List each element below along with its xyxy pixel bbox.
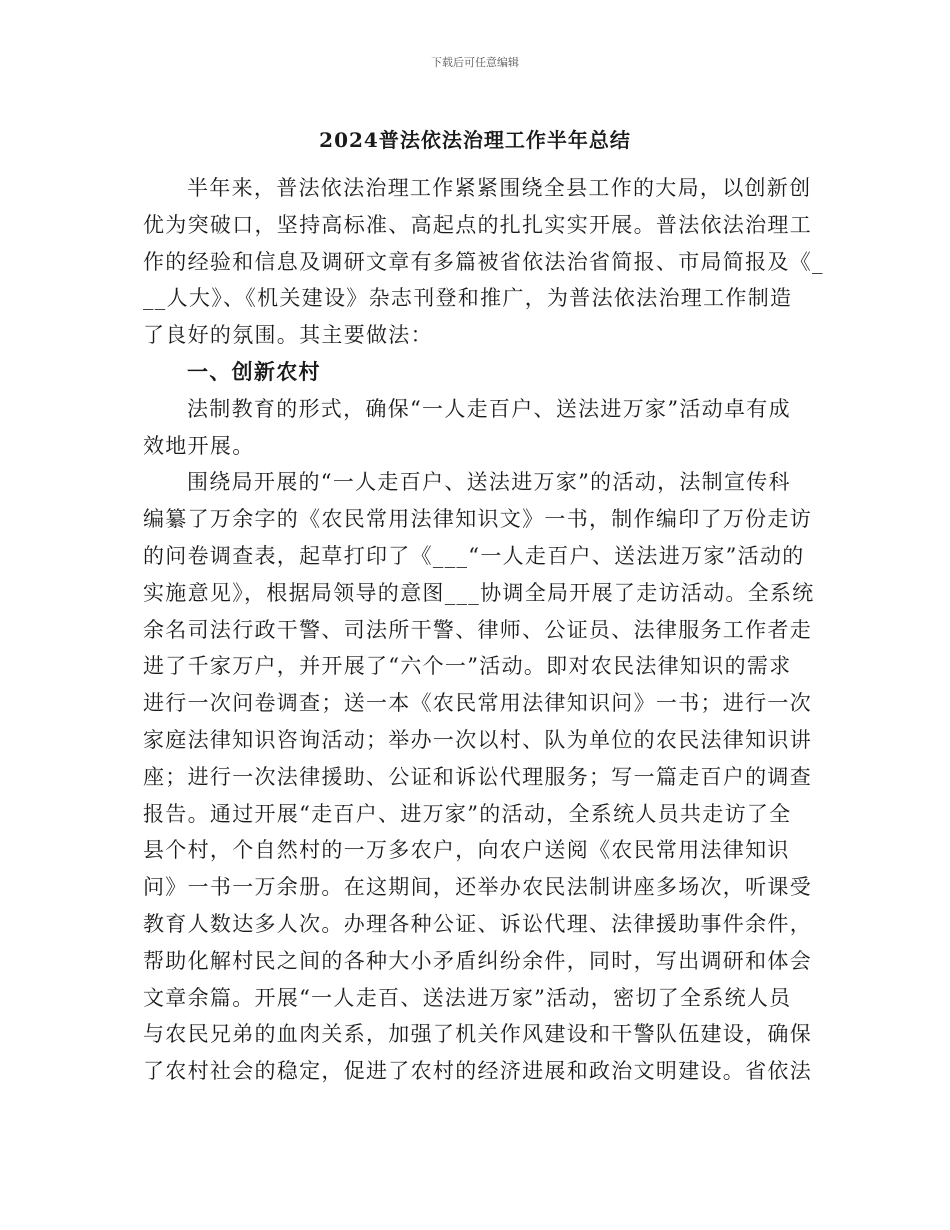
body-line: 报告。通过开展“走百户、进万家”的活动，全系统人员共走访了全 [143,801,792,826]
body-line: 家庭法律知识咨询活动；举办一次以村、队为单位的农民法律知识讲 [143,728,812,752]
body-line: 效地开展。 [143,433,255,458]
body-line: 进行一次问卷调查；送一本《农民常用法律知识问》一书；进行一次 [143,691,812,716]
body-line: 座；进行一次法律援助、公证和诉讼代理服务；写一篇走百户的调查 [143,764,812,789]
body-line: __人大》、《机关建设》杂志刊登和推广，为普法依法治理工作制造 [143,286,793,311]
body-line: 教育人数达多人次。办理各种公证、诉讼代理、法律援助事件余件， [143,912,812,936]
body-line: 与农民兄弟的血肉关系，加强了机关作风建设和干警队伍建设，确保 [143,1022,812,1047]
body-line: 编纂了万余字的《农民常用法律知识文》一书，制作编印了万份走访 [143,507,812,532]
body-line: 进了千家万户，并开展了“六个一”活动。即对农民法律知识的需求 [143,654,792,679]
page-header: 下载后可任意编辑 [431,56,519,69]
body-line: 问》一书一万余册。在这期间，还举办农民法制讲座多场次，听课受 [143,875,812,900]
body-line: 县个村，个自然村的一万多农户，向农户送阅《农民常用法律知识 [143,838,790,863]
body-line: 实施意见》，根据局领导的意图___协调全局开展了走访活动。全系统 [143,580,815,605]
body-line: 了良好的氛围。其主要做法： [143,323,433,348]
body-line: 帮助化解村民之间的各种大小矛盾纠纷余件，同时，写出调研和体会 [143,948,812,973]
document-title: 2024普法依法治理工作半年总结 [319,128,631,152]
body-line: 作的经验和信息及调研文章有多篇被省依法治省简报、市局简报及《_ [143,249,824,274]
body-line: 了农村社会的稳定，促进了农村的经济进展和政治文明建设。省依法 [143,1059,812,1084]
body-line: 半年来，普法依法治理工作紧紧围绕全县工作的大局，以创新创 [187,176,812,200]
body-line: 围绕局开展的“一人走百户、送法进万家”的活动，法制宣传科 [187,470,791,495]
section-heading: 一、创新农村 [187,359,321,384]
body-line: 法制教育的形式，确保“一人走百户、送法进万家”活动卓有成 [187,396,791,421]
body-line: 优为突破口，坚持高标准、高起点的扎扎实实开展。普法依法治理工 [143,212,812,237]
body-line: 余名司法行政干警、司法所干警、律师、公证员、法律服务工作者走 [143,617,812,642]
body-line: 的问卷调查表，起草打印了《___“一人走百户、送法进万家”活动的 [143,544,805,568]
body-line: 文章余篇。开展“一人走百、送法进万家”活动，密切了全系统人员 [143,985,792,1010]
